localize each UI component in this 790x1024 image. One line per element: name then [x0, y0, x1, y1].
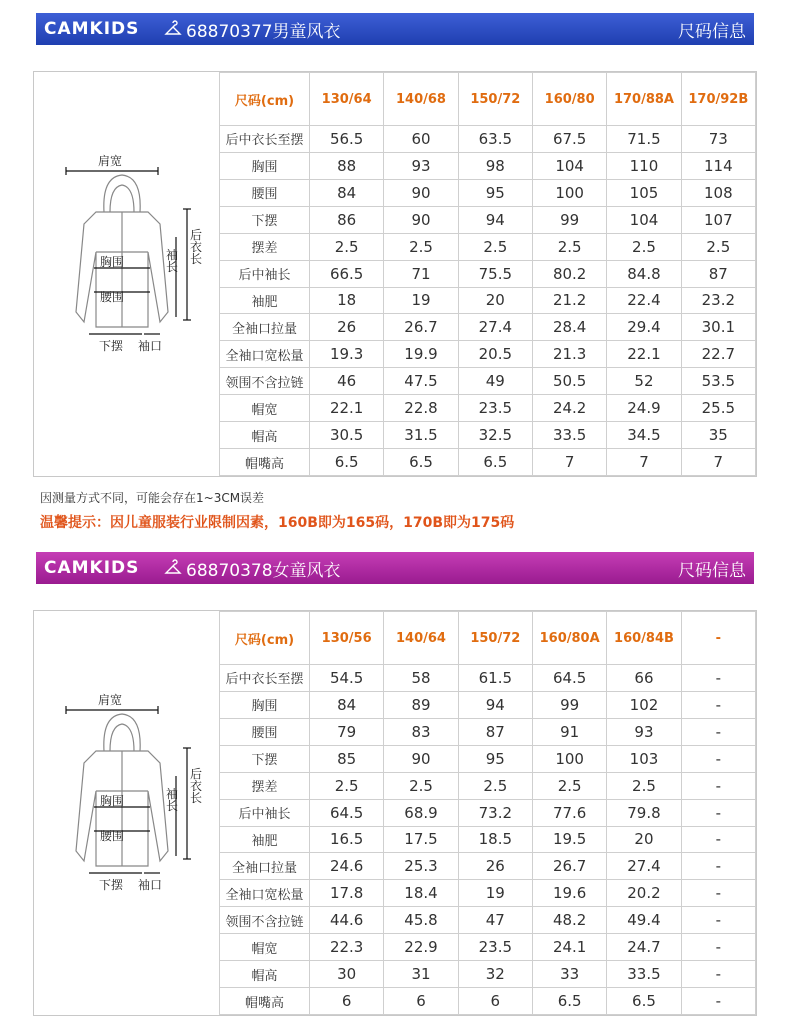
table-row	[220, 718, 756, 745]
measurement-value: -	[681, 665, 755, 692]
measurement-value: 22.1	[310, 395, 384, 422]
table-row	[220, 233, 756, 260]
table-row	[220, 691, 756, 718]
measurement-value: 6.5	[458, 449, 532, 476]
measurement-value: 79	[310, 718, 384, 745]
cuff-label: 袖口	[138, 339, 163, 353]
measurement-label: 全袖口拉量	[220, 314, 310, 341]
measurement-note: 因测量方式不同，可能会存在1~3CM误差	[40, 491, 265, 505]
measurement-value: 24.1	[532, 934, 606, 961]
boys-size-section	[33, 71, 757, 477]
measurement-value: 98	[458, 152, 532, 179]
brand-logo: CAMKIDS	[44, 19, 140, 39]
size-header-cell: 130/56	[310, 612, 384, 665]
table-row	[220, 422, 756, 449]
hanger-icon	[164, 20, 182, 38]
measurement-value: 2.5	[532, 233, 606, 260]
measurement-value: 25.5	[681, 395, 755, 422]
measurement-value: 103	[607, 745, 681, 772]
measurement-value: 94	[458, 691, 532, 718]
size-column-header: 尺码(cm)	[220, 73, 310, 126]
measurement-value: 2.5	[384, 772, 458, 799]
measurement-value: 22.1	[607, 341, 681, 368]
measurement-value: 2.5	[458, 772, 532, 799]
girls-size-table	[219, 611, 756, 1015]
measurement-value: 100	[532, 745, 606, 772]
measurement-value: 7	[532, 449, 606, 476]
measurement-value: 71.5	[607, 126, 681, 153]
boys-header-banner	[36, 13, 754, 45]
measurement-label: 后中衣长至摆	[220, 665, 310, 692]
measurement-label: 帽嘴高	[220, 988, 310, 1015]
measurement-label: 帽高	[220, 422, 310, 449]
hem-label: 下摆	[99, 339, 124, 353]
measurement-value: 31	[384, 961, 458, 988]
measurement-value: 24.6	[310, 853, 384, 880]
measurement-value: 90	[384, 179, 458, 206]
measurement-value: 87	[681, 260, 755, 287]
measurement-value: 83	[384, 718, 458, 745]
measurement-value: 35	[681, 422, 755, 449]
measurement-value: 50.5	[532, 368, 606, 395]
measurement-value: 30.5	[310, 422, 384, 449]
measurement-value: 19	[458, 880, 532, 907]
table-row	[220, 665, 756, 692]
measurement-label: 后中衣长至摆	[220, 126, 310, 153]
measurement-value: 17.5	[384, 826, 458, 853]
measurement-label: 帽宽	[220, 934, 310, 961]
measurement-value: 91	[532, 718, 606, 745]
brand-logo: CAMKIDS	[44, 558, 140, 578]
waist-label: 腰围	[100, 829, 125, 843]
table-row	[220, 179, 756, 206]
measurement-value: 60	[384, 126, 458, 153]
measurement-value: 84.8	[607, 260, 681, 287]
measurement-value: 85	[310, 745, 384, 772]
table-row	[220, 880, 756, 907]
table-row	[220, 341, 756, 368]
table-row	[220, 260, 756, 287]
back-length-label: 后衣长	[189, 228, 202, 266]
measurement-value: 19.3	[310, 341, 384, 368]
measurement-value: 84	[310, 691, 384, 718]
measurement-value: 94	[458, 206, 532, 233]
measurement-label: 袖肥	[220, 826, 310, 853]
measurement-label: 领围不含拉链	[220, 907, 310, 934]
measurement-label: 下摆	[220, 206, 310, 233]
table-row	[220, 152, 756, 179]
measurement-value: 108	[681, 179, 755, 206]
hanger-icon	[164, 559, 182, 577]
measurement-value: 2.5	[310, 772, 384, 799]
measurement-value: 20	[607, 826, 681, 853]
table-header-row	[220, 73, 756, 126]
size-header-cell: 160/84B	[607, 612, 681, 665]
measurement-value: 90	[384, 745, 458, 772]
table-row	[220, 772, 756, 799]
measurement-label: 腰围	[220, 718, 310, 745]
measurement-value: 23.2	[681, 287, 755, 314]
table-row	[220, 988, 756, 1015]
measurement-label: 胸围	[220, 152, 310, 179]
measurement-value: 64.5	[532, 665, 606, 692]
measurement-value: 25.3	[384, 853, 458, 880]
measurement-value: 22.8	[384, 395, 458, 422]
measurement-value: 45.8	[384, 907, 458, 934]
measurement-value: 46	[310, 368, 384, 395]
measurement-value: 58	[384, 665, 458, 692]
table-row	[220, 449, 756, 476]
size-header-cell: 160/80	[532, 73, 606, 126]
measurement-value: 86	[310, 206, 384, 233]
measurement-value: -	[681, 799, 755, 826]
measurement-value: 33.5	[532, 422, 606, 449]
measurement-value: 79.8	[607, 799, 681, 826]
measurement-value: 52	[607, 368, 681, 395]
measurement-value: 66	[607, 665, 681, 692]
measurement-value: 6.5	[532, 988, 606, 1015]
measurement-value: 20.2	[607, 880, 681, 907]
measurement-label: 后中袖长	[220, 260, 310, 287]
size-header-cell: 160/80A	[532, 612, 606, 665]
measurement-value: 18	[310, 287, 384, 314]
measurement-label: 腰围	[220, 179, 310, 206]
table-row	[220, 395, 756, 422]
measurement-value: 61.5	[458, 665, 532, 692]
sleeve-length-label: 袖长	[165, 248, 178, 274]
measurement-value: 18.4	[384, 880, 458, 907]
measurement-value: 26.7	[532, 853, 606, 880]
measurement-value: 32.5	[458, 422, 532, 449]
size-header-cell: 150/72	[458, 73, 532, 126]
jacket-outline-illustration	[34, 611, 219, 1015]
measurement-value: 32	[458, 961, 532, 988]
measurement-value: 2.5	[310, 233, 384, 260]
measurement-value: 29.4	[607, 314, 681, 341]
hem-label: 下摆	[99, 878, 124, 892]
measurement-value: 24.2	[532, 395, 606, 422]
jacket-outline-illustration	[34, 72, 219, 476]
measurement-value: 93	[384, 152, 458, 179]
measurement-value: 88	[310, 152, 384, 179]
measurement-value: 7	[607, 449, 681, 476]
measurement-value: 84	[310, 179, 384, 206]
measurement-value: 104	[607, 206, 681, 233]
measurement-label: 下摆	[220, 745, 310, 772]
measurement-label: 摆差	[220, 233, 310, 260]
measurement-value: -	[681, 907, 755, 934]
measurement-value: 2.5	[607, 772, 681, 799]
measurement-label: 摆差	[220, 772, 310, 799]
measurement-value: 6.5	[607, 988, 681, 1015]
measurement-value: 22.4	[607, 287, 681, 314]
measurement-value: 17.8	[310, 880, 384, 907]
measurement-value: 73.2	[458, 799, 532, 826]
measurement-value: 26	[310, 314, 384, 341]
measurement-value: 68.9	[384, 799, 458, 826]
measurement-label: 全袖口宽松量	[220, 341, 310, 368]
measurement-value: 22.9	[384, 934, 458, 961]
measurement-value: 100	[532, 179, 606, 206]
table-row	[220, 934, 756, 961]
measurement-value: 2.5	[384, 233, 458, 260]
shoulder-width-label: 肩宽	[98, 154, 123, 168]
size-info-label: 尺码信息	[678, 560, 746, 581]
measurement-value: 20.5	[458, 341, 532, 368]
measurement-value: 48.2	[532, 907, 606, 934]
measurement-label: 袖肥	[220, 287, 310, 314]
measurement-value: 102	[607, 691, 681, 718]
measurement-value: -	[681, 691, 755, 718]
measurement-value: 24.9	[607, 395, 681, 422]
measurement-label: 胸围	[220, 691, 310, 718]
measurement-value: 30.1	[681, 314, 755, 341]
size-tip: 温馨提示：因儿童服装行业限制因素，160B即为165码，170B即为175码	[40, 515, 515, 531]
size-header-cell: 140/68	[384, 73, 458, 126]
measurement-value: 104	[532, 152, 606, 179]
size-header-cell: 140/64	[384, 612, 458, 665]
measurement-value: 105	[607, 179, 681, 206]
measurement-value: 16.5	[310, 826, 384, 853]
measurement-value: 30	[310, 961, 384, 988]
measurement-value: -	[681, 745, 755, 772]
table-row	[220, 745, 756, 772]
measurement-value: -	[681, 988, 755, 1015]
chest-label: 胸围	[100, 255, 125, 269]
measurement-value: 18.5	[458, 826, 532, 853]
size-column-header: 尺码(cm)	[220, 612, 310, 665]
measurement-value: 2.5	[458, 233, 532, 260]
measurement-value: 27.4	[607, 853, 681, 880]
table-row	[220, 961, 756, 988]
chest-label: 胸围	[100, 794, 125, 808]
measurement-value: 77.6	[532, 799, 606, 826]
measurement-value: 34.5	[607, 422, 681, 449]
boys-size-table	[219, 72, 756, 476]
table-row	[220, 826, 756, 853]
measurement-value: 89	[384, 691, 458, 718]
table-row	[220, 799, 756, 826]
measurement-value: -	[681, 961, 755, 988]
product-title: 68870377男童风衣	[186, 21, 341, 42]
measurement-value: -	[681, 826, 755, 853]
measurement-value: 93	[607, 718, 681, 745]
size-header-cell: 150/72	[458, 612, 532, 665]
measurement-value: 21.2	[532, 287, 606, 314]
measurement-value: 26	[458, 853, 532, 880]
measurement-value: -	[681, 934, 755, 961]
measurement-label: 领围不含拉链	[220, 368, 310, 395]
measurement-label: 全袖口宽松量	[220, 880, 310, 907]
measurement-value: 19.5	[532, 826, 606, 853]
measurement-value: 75.5	[458, 260, 532, 287]
jacket-diagram	[34, 611, 220, 1015]
table-row	[220, 287, 756, 314]
measurement-value: 6	[458, 988, 532, 1015]
measurement-value: 44.6	[310, 907, 384, 934]
cuff-label: 袖口	[138, 878, 163, 892]
table-row	[220, 907, 756, 934]
measurement-value: 20	[458, 287, 532, 314]
measurement-value: 6	[310, 988, 384, 1015]
measurement-value: 7	[681, 449, 755, 476]
measurement-value: 63.5	[458, 126, 532, 153]
measurement-value: 6.5	[384, 449, 458, 476]
measurement-value: 33.5	[607, 961, 681, 988]
size-header-cell: -	[681, 612, 755, 665]
measurement-value: -	[681, 853, 755, 880]
measurement-value: 80.2	[532, 260, 606, 287]
measurement-value: 47.5	[384, 368, 458, 395]
measurement-value: 54.5	[310, 665, 384, 692]
measurement-value: 64.5	[310, 799, 384, 826]
measurement-value: 33	[532, 961, 606, 988]
measurement-value: 95	[458, 745, 532, 772]
product-title: 68870378女童风衣	[186, 560, 341, 581]
measurement-value: 27.4	[458, 314, 532, 341]
waist-label: 腰围	[100, 290, 125, 304]
measurement-value: 2.5	[532, 772, 606, 799]
measurement-value: 28.4	[532, 314, 606, 341]
table-row	[220, 206, 756, 233]
measurement-value: 66.5	[310, 260, 384, 287]
size-header-cell: 170/88A	[607, 73, 681, 126]
measurement-value: 99	[532, 206, 606, 233]
measurement-value: 49.4	[607, 907, 681, 934]
measurement-label: 帽嘴高	[220, 449, 310, 476]
jacket-diagram	[34, 72, 220, 476]
measurement-value: 90	[384, 206, 458, 233]
measurement-value: 19.9	[384, 341, 458, 368]
measurement-value: 2.5	[607, 233, 681, 260]
size-header-cell: 130/64	[310, 73, 384, 126]
table-row	[220, 368, 756, 395]
measurement-value: 67.5	[532, 126, 606, 153]
measurement-value: 49	[458, 368, 532, 395]
table-header-row	[220, 612, 756, 665]
measurement-value: 110	[607, 152, 681, 179]
measurement-value: -	[681, 880, 755, 907]
table-row	[220, 126, 756, 153]
table-row	[220, 314, 756, 341]
measurement-label: 全袖口拉量	[220, 853, 310, 880]
measurement-label: 后中袖长	[220, 799, 310, 826]
measurement-value: 22.3	[310, 934, 384, 961]
measurement-value: 87	[458, 718, 532, 745]
measurement-value: 107	[681, 206, 755, 233]
measurement-value: -	[681, 718, 755, 745]
girls-size-section	[33, 610, 757, 1016]
measurement-value: 99	[532, 691, 606, 718]
back-length-label: 后衣长	[189, 767, 202, 805]
sleeve-length-label: 袖长	[165, 787, 178, 813]
measurement-value: 19	[384, 287, 458, 314]
measurement-value: 23.5	[458, 395, 532, 422]
shoulder-width-label: 肩宽	[98, 693, 123, 707]
measurement-value: -	[681, 772, 755, 799]
measurement-value: 56.5	[310, 126, 384, 153]
measurement-value: 23.5	[458, 934, 532, 961]
measurement-value: 24.7	[607, 934, 681, 961]
measurement-value: 19.6	[532, 880, 606, 907]
measurement-label: 帽高	[220, 961, 310, 988]
measurement-value: 22.7	[681, 341, 755, 368]
measurement-value: 73	[681, 126, 755, 153]
measurement-value: 6	[384, 988, 458, 1015]
measurement-value: 95	[458, 179, 532, 206]
table-row	[220, 853, 756, 880]
size-header-cell: 170/92B	[681, 73, 755, 126]
measurement-value: 21.3	[532, 341, 606, 368]
measurement-value: 53.5	[681, 368, 755, 395]
measurement-value: 2.5	[681, 233, 755, 260]
measurement-value: 6.5	[310, 449, 384, 476]
measurement-value: 71	[384, 260, 458, 287]
measurement-value: 47	[458, 907, 532, 934]
measurement-value: 31.5	[384, 422, 458, 449]
measurement-value: 114	[681, 152, 755, 179]
size-info-label: 尺码信息	[678, 21, 746, 42]
measurement-label: 帽宽	[220, 395, 310, 422]
girls-header-banner	[36, 552, 754, 584]
measurement-value: 26.7	[384, 314, 458, 341]
